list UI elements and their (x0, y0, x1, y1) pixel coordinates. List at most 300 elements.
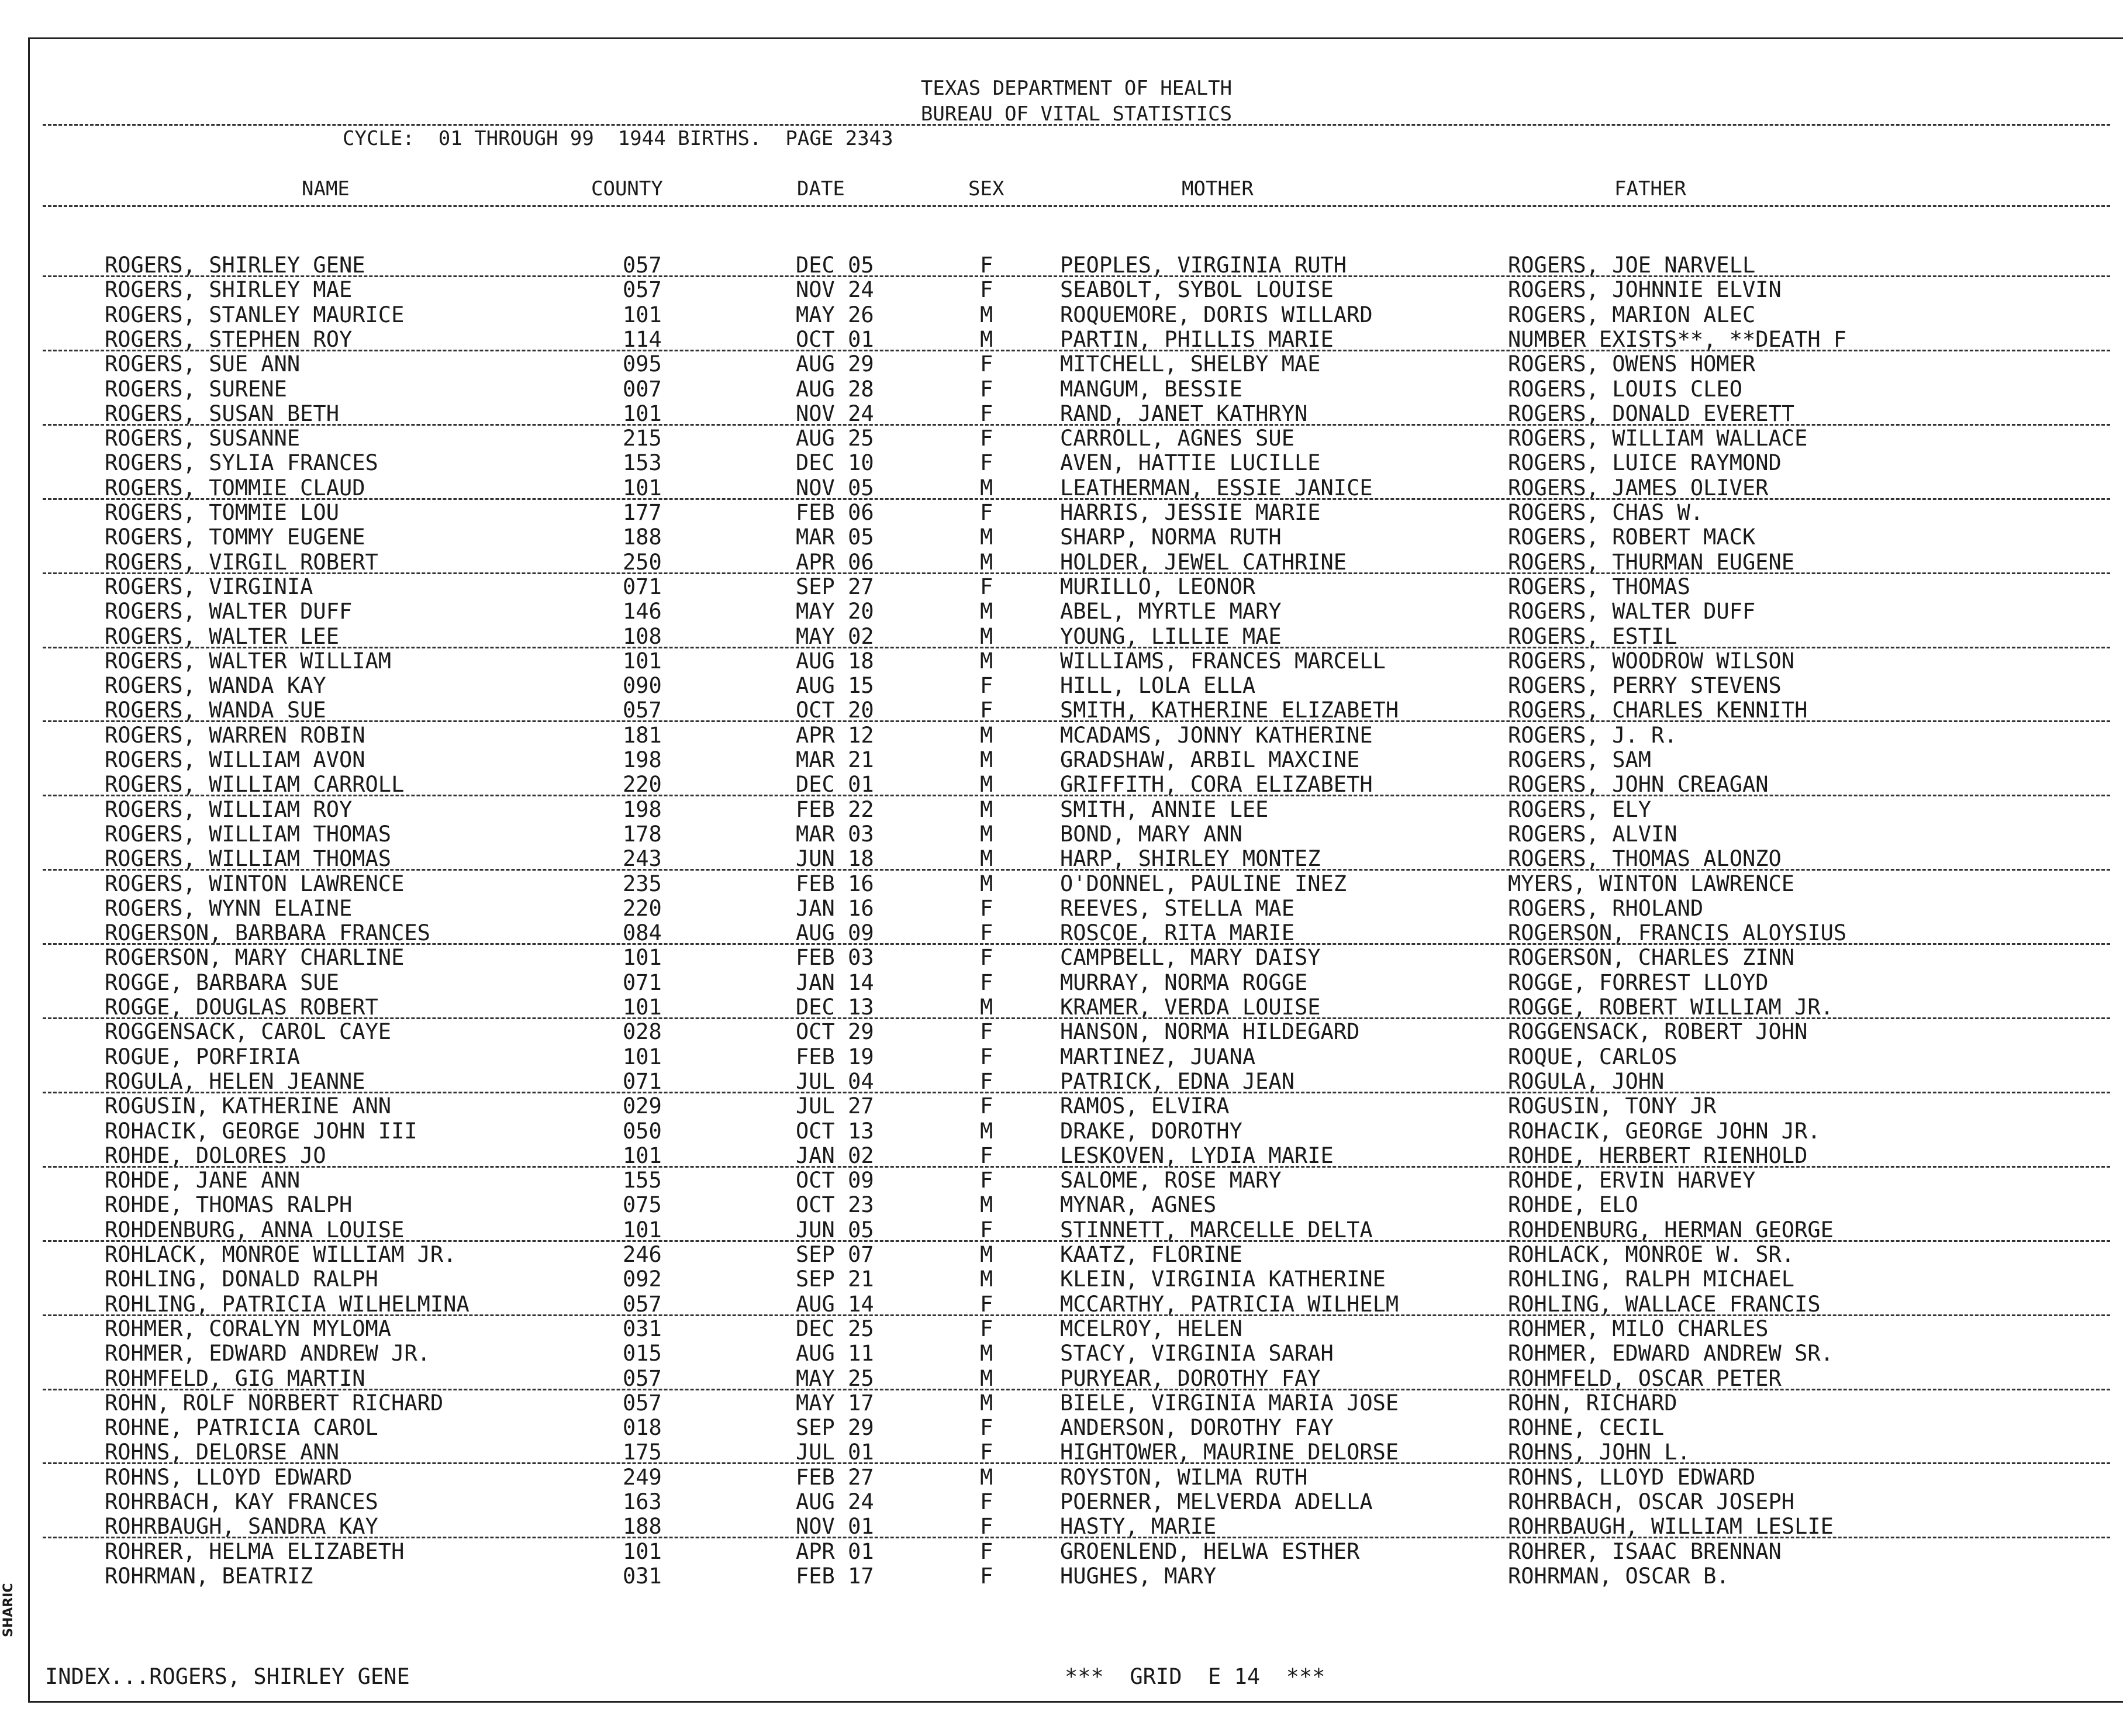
record-name: ROHRBACH, KAY FRANCES (105, 1489, 378, 1514)
record-row (30, 451, 2123, 475)
record-sex: M (980, 796, 993, 822)
record-mother: LESKOVEN, LYDIA MARIE (1060, 1143, 1334, 1168)
record-date: FEB 22 (796, 796, 874, 822)
record-county: 178 (623, 821, 662, 847)
record-date: OCT 23 (796, 1192, 874, 1218)
record-row (30, 1317, 2123, 1341)
divider (43, 720, 2110, 722)
record-row (30, 1267, 2123, 1292)
record-sex: M (980, 772, 993, 798)
divider (43, 1462, 2110, 1464)
record-father: ROHDE, ERVIN HARVEY (1508, 1168, 1756, 1193)
record-mother: PURYEAR, DOROTHY FAY (1060, 1365, 1321, 1391)
record-name: ROGERS, STANLEY MAURICE (105, 302, 405, 327)
divider (43, 124, 2110, 126)
record-mother: CARROLL, AGNES SUE (1060, 426, 1294, 451)
record-date: JUN 18 (796, 846, 874, 872)
record-row (30, 1144, 2123, 1168)
record-county: 101 (623, 1217, 662, 1243)
record-date: OCT 01 (796, 326, 874, 352)
record-father: ROGGENSACK, ROBERT JOHN (1508, 1019, 1808, 1045)
record-sex: F (980, 450, 993, 476)
record-father: ROHNS, LLOYD EDWARD (1508, 1464, 1756, 1490)
record-county: 188 (623, 524, 662, 550)
record-date: DEC 10 (796, 450, 874, 476)
record-row (30, 253, 2123, 278)
record-mother: O'DONNEL, PAULINE INEZ (1060, 871, 1347, 896)
record-row (30, 1490, 2123, 1514)
record-sex: F (980, 1217, 993, 1243)
record-sex: M (980, 1365, 993, 1391)
record-name: ROGERS, SURENE (105, 376, 287, 402)
record-father: ROGERS, CHARLES KENNITH (1508, 698, 1808, 723)
record-father: ROGERS, THURMAN EUGENE (1508, 549, 1795, 575)
record-father: ROGERS, JAMES OLIVER (1508, 475, 1769, 501)
record-sex: M (980, 549, 993, 575)
record-sex: M (980, 302, 993, 327)
record-county: 029 (623, 1093, 662, 1119)
record-father: ROGERS, LUICE RAYMOND (1508, 450, 1782, 476)
record-row (30, 896, 2123, 921)
record-father: NUMBER EXISTS**, **DEATH F (1508, 326, 1847, 352)
record-date: FEB 06 (796, 500, 874, 525)
record-county: 181 (623, 722, 662, 748)
record-row (30, 921, 2123, 945)
birth-index-page (28, 37, 2123, 1703)
record-row (30, 798, 2123, 822)
record-mother: ANDERSON, DOROTHY FAY (1060, 1415, 1334, 1441)
record-row (30, 377, 2123, 402)
record-county: 057 (623, 1390, 662, 1416)
record-name: ROGERS, SUSANNE (105, 426, 301, 451)
record-father: ROGERS, JOE NARVELL (1508, 253, 1756, 278)
side-label: SHARIC (1, 1583, 16, 1637)
record-name: ROGERSON, MARY CHARLINE (105, 945, 405, 971)
record-mother: SALOME, ROSE MARY (1060, 1168, 1282, 1193)
record-county: 246 (623, 1242, 662, 1267)
record-row (30, 1440, 2123, 1465)
record-mother: MCELROY, HELEN (1060, 1316, 1242, 1341)
record-county: 101 (623, 1143, 662, 1168)
record-row (30, 872, 2123, 896)
record-sex: F (980, 1093, 993, 1119)
record-father: ROHMER, EDWARD ANDREW SR. (1508, 1341, 1834, 1366)
cycle-line: CYCLE: 01 THROUGH 99 1944 BIRTHS. PAGE 2343 (343, 127, 893, 150)
record-father: ROGGE, FORREST LLOYD (1508, 969, 1769, 995)
record-mother: MCADAMS, JONNY KATHERINE (1060, 722, 1373, 748)
record-sex: M (980, 524, 993, 550)
record-name: ROHNS, LLOYD EDWARD (105, 1464, 353, 1490)
record-county: 175 (623, 1440, 662, 1465)
record-father: ROHNS, JOHN L. (1508, 1440, 1690, 1465)
record-row (30, 599, 2123, 624)
record-sex: F (980, 969, 993, 995)
record-father: ROGERS, JOHN CREAGAN (1508, 772, 1769, 798)
record-mother: REEVES, STELLA MAE (1060, 895, 1294, 921)
record-date: MAY 17 (796, 1390, 874, 1416)
record-date: FEB 19 (796, 1044, 874, 1069)
record-sex: F (980, 1440, 993, 1465)
record-county: 101 (623, 401, 662, 426)
record-father: ROGERS, DONALD EVERETT (1508, 401, 1795, 426)
record-mother: GROENLEND, HELWA ESTHER (1060, 1538, 1360, 1564)
record-row (30, 1416, 2123, 1440)
record-name: ROGUSIN, KATHERINE ANN (105, 1093, 392, 1119)
agency-title: TEXAS DEPARTMENT OF HEALTH (920, 77, 1233, 100)
record-father: ROGERS, WILLIAM WALLACE (1508, 426, 1808, 451)
record-sex: F (980, 376, 993, 402)
record-sex: F (980, 895, 993, 921)
record-date: APR 01 (796, 1538, 874, 1564)
record-mother: KLEIN, VIRGINIA KATHERINE (1060, 1266, 1386, 1292)
record-father: ROGERS, WALTER DUFF (1508, 599, 1756, 624)
record-father: ROHRMAN, OSCAR B. (1508, 1563, 1730, 1589)
record-mother: ROQUEMORE, DORIS WILLARD (1060, 302, 1373, 327)
record-name: ROGERS, WILLIAM CARROLL (105, 772, 405, 798)
record-row (30, 402, 2123, 426)
record-father: ROGERS, ROBERT MACK (1508, 524, 1756, 550)
record-county: 057 (623, 253, 662, 278)
record-row (30, 1341, 2123, 1366)
record-sex: M (980, 648, 993, 674)
record-date: SEP 29 (796, 1415, 874, 1441)
record-father: ROHDENBURG, HERMAN GEORGE (1508, 1217, 1834, 1243)
record-county: 031 (623, 1316, 662, 1341)
record-sex: M (980, 995, 993, 1020)
record-date: FEB 27 (796, 1464, 874, 1490)
record-row (30, 303, 2123, 327)
record-date: NOV 01 (796, 1514, 874, 1540)
record-date: OCT 09 (796, 1168, 874, 1193)
record-date: NOV 24 (796, 277, 874, 303)
col-header-mother: MOTHER (1182, 177, 1254, 201)
record-name: ROHN, ROLF NORBERT RICHARD (105, 1390, 444, 1416)
record-date: JAN 02 (796, 1143, 874, 1168)
record-name: ROGERS, STEPHEN ROY (105, 326, 353, 352)
record-mother: MCCARTHY, PATRICIA WILHELM (1060, 1291, 1399, 1317)
record-row (30, 1119, 2123, 1144)
record-date: JUL 01 (796, 1440, 874, 1465)
record-date: APR 06 (796, 549, 874, 575)
record-father: ROGERS, LOUIS CLEO (1508, 376, 1742, 402)
record-mother: SMITH, KATHERINE ELIZABETH (1060, 698, 1399, 723)
record-father: ROGULA, JOHN (1508, 1068, 1665, 1094)
record-date: JAN 16 (796, 895, 874, 921)
record-sex: F (980, 673, 993, 699)
record-name: ROGERS, WILLIAM THOMAS (105, 846, 392, 872)
record-name: ROHACIK, GEORGE JOHN III (105, 1118, 417, 1144)
record-name: ROGUE, PORFIRIA (105, 1044, 301, 1069)
record-mother: PATRICK, EDNA JEAN (1060, 1068, 1294, 1094)
record-name: ROGERS, SYLIA FRANCES (105, 450, 378, 476)
record-row (30, 1366, 2123, 1391)
record-name: ROGGE, DOUGLAS ROBERT (105, 995, 378, 1020)
record-name: ROHMER, CORALYN MYLOMA (105, 1316, 392, 1341)
record-row (30, 674, 2123, 698)
record-sex: M (980, 1341, 993, 1366)
record-date: SEP 27 (796, 574, 874, 599)
record-date: MAR 05 (796, 524, 874, 550)
record-mother: STINNETT, MARCELLE DELTA (1060, 1217, 1373, 1243)
record-county: 177 (623, 500, 662, 525)
record-date: AUG 18 (796, 648, 874, 674)
record-father: ROGERS, THOMAS (1508, 574, 1690, 599)
record-sex: F (980, 1563, 993, 1589)
record-father: ROGERS, JOHNNIE ELVIN (1508, 277, 1782, 303)
record-county: 057 (623, 1291, 662, 1317)
record-row (30, 698, 2123, 723)
record-date: DEC 05 (796, 253, 874, 278)
record-sex: M (980, 722, 993, 748)
record-row (30, 1514, 2123, 1539)
record-father: ROGERS, MARION ALEC (1508, 302, 1756, 327)
record-sex: F (980, 1415, 993, 1441)
record-name: ROGERS, TOMMIE CLAUD (105, 475, 365, 501)
record-name: ROHDE, DOLORES JO (105, 1143, 326, 1168)
record-county: 050 (623, 1118, 662, 1144)
record-county: 071 (623, 574, 662, 599)
record-sex: F (980, 253, 993, 278)
record-row (30, 550, 2123, 575)
record-name: ROGERS, VIRGINIA (105, 574, 313, 599)
record-date: SEP 07 (796, 1242, 874, 1267)
record-date: FEB 03 (796, 945, 874, 971)
record-father: ROHACIK, GEORGE JOHN JR. (1508, 1118, 1821, 1144)
record-row (30, 1465, 2123, 1490)
divider (43, 795, 2110, 796)
record-mother: ROSCOE, RITA MARIE (1060, 920, 1294, 946)
record-county: 101 (623, 995, 662, 1020)
record-mother: PARTIN, PHILLIS MARIE (1060, 326, 1334, 352)
record-row (30, 847, 2123, 871)
record-name: ROHDENBURG, ANNA LOUISE (105, 1217, 405, 1243)
record-name: ROGGENSACK, CAROL CAYE (105, 1019, 392, 1045)
record-mother: MURILLO, LEONOR (1060, 574, 1256, 599)
record-name: ROGULA, HELEN JEANNE (105, 1068, 365, 1094)
record-row (30, 426, 2123, 451)
record-county: 101 (623, 475, 662, 501)
record-date: AUG 28 (796, 376, 874, 402)
record-mother: GRIFFITH, CORA ELIZABETH (1060, 772, 1373, 798)
record-father: ROGERS, WOODROW WILSON (1508, 648, 1795, 674)
record-county: 153 (623, 450, 662, 476)
record-county: 220 (623, 895, 662, 921)
record-row (30, 1045, 2123, 1069)
record-county: 075 (623, 1192, 662, 1218)
record-sex: M (980, 871, 993, 896)
record-name: ROGERS, WALTER WILLIAM (105, 648, 392, 674)
record-name: ROGERS, WYNN ELAINE (105, 895, 353, 921)
record-father: ROGERS, ELY (1508, 796, 1652, 822)
record-name: ROHMFELD, GIG MARTIN (105, 1365, 365, 1391)
record-mother: RAMOS, ELVIRA (1060, 1093, 1230, 1119)
record-sex: F (980, 920, 993, 946)
divider (43, 205, 2110, 207)
record-date: DEC 25 (796, 1316, 874, 1341)
record-county: 114 (623, 326, 662, 352)
record-mother: STACY, VIRGINIA SARAH (1060, 1341, 1334, 1366)
record-date: JUN 05 (796, 1217, 874, 1243)
record-mother: KAATZ, FLORINE (1060, 1242, 1242, 1267)
record-mother: WILLIAMS, FRANCES MARCELL (1060, 648, 1386, 674)
record-name: ROHRBAUGH, SANDRA KAY (105, 1514, 378, 1540)
record-father: ROGERS, OWENS HOMER (1508, 351, 1756, 377)
record-name: ROHMER, EDWARD ANDREW JR. (105, 1341, 430, 1366)
record-name: ROGERS, WILLIAM AVON (105, 747, 365, 772)
index-footer: INDEX...ROGERS, SHIRLEY GENE (45, 1664, 410, 1689)
record-county: 101 (623, 648, 662, 674)
record-father: ROHDE, HERBERT RIENHOLD (1508, 1143, 1808, 1168)
record-county: 249 (623, 1464, 662, 1490)
record-father: ROGERS, J. R. (1508, 722, 1677, 748)
record-sex: F (980, 1489, 993, 1514)
record-father: ROHMFELD, OSCAR PETER (1508, 1365, 1782, 1391)
record-father: ROHLACK, MONROE W. SR. (1508, 1242, 1795, 1267)
record-date: JUL 04 (796, 1068, 874, 1094)
record-row (30, 723, 2123, 748)
record-county: 101 (623, 945, 662, 971)
record-father: ROGERS, SAM (1508, 747, 1652, 772)
record-sex: M (980, 846, 993, 872)
record-row (30, 1292, 2123, 1317)
record-date: OCT 20 (796, 698, 874, 723)
record-name: ROHRMAN, BEATRIZ (105, 1563, 313, 1589)
record-date: MAR 03 (796, 821, 874, 847)
record-date: OCT 29 (796, 1019, 874, 1045)
record-mother: SEABOLT, SYBOL LOUISE (1060, 277, 1334, 303)
record-date: SEP 21 (796, 1266, 874, 1292)
record-county: 101 (623, 1044, 662, 1069)
record-row (30, 1020, 2123, 1044)
record-date: AUG 24 (796, 1489, 874, 1514)
record-row (30, 995, 2123, 1020)
record-row (30, 1564, 2123, 1589)
record-county: 057 (623, 1365, 662, 1391)
record-father: MYERS, WINTON LAWRENCE (1508, 871, 1795, 896)
record-sex: M (980, 475, 993, 501)
record-row (30, 1391, 2123, 1416)
record-mother: MURRAY, NORMA ROGGE (1060, 969, 1308, 995)
record-date: MAY 26 (796, 302, 874, 327)
record-name: ROGERS, WALTER DUFF (105, 599, 353, 624)
record-mother: MYNAR, AGNES (1060, 1192, 1217, 1218)
record-father: ROQUE, CARLOS (1508, 1044, 1677, 1069)
record-date: JUL 27 (796, 1093, 874, 1119)
record-county: 101 (623, 1538, 662, 1564)
record-father: ROGGE, ROBERT WILLIAM JR. (1508, 995, 1834, 1020)
record-date: MAY 02 (796, 623, 874, 649)
record-mother: RAND, JANET KATHRYN (1060, 401, 1308, 426)
record-name: ROGERS, WARREN ROBIN (105, 722, 365, 748)
record-date: MAR 21 (796, 747, 874, 772)
record-row (30, 971, 2123, 995)
record-father: ROGERS, PERRY STEVENS (1508, 673, 1782, 699)
record-name: ROGERS, WINTON LAWRENCE (105, 871, 405, 896)
record-father: ROHLING, WALLACE FRANCIS (1508, 1291, 1821, 1317)
record-date: FEB 16 (796, 871, 874, 896)
record-date: APR 12 (796, 722, 874, 748)
record-county: 243 (623, 846, 662, 872)
record-name: ROGERS, SHIRLEY GENE (105, 253, 365, 278)
record-father: ROGERSON, CHARLES ZINN (1508, 945, 1795, 971)
record-row (30, 525, 2123, 550)
record-county: 090 (623, 673, 662, 699)
record-father: ROGERS, ALVIN (1508, 821, 1677, 847)
record-father: ROGUSIN, TONY JR (1508, 1093, 1717, 1119)
record-county: 057 (623, 698, 662, 723)
record-name: ROGERS, WANDA KAY (105, 673, 326, 699)
grid-footer: *** GRID E 14 *** (1065, 1664, 1325, 1689)
record-mother: CAMPBELL, MARY DAISY (1060, 945, 1321, 971)
col-header-father: FATHER (1614, 177, 1686, 201)
record-county: 198 (623, 747, 662, 772)
record-sex: M (980, 623, 993, 649)
record-mother: HARRIS, JESSIE MARIE (1060, 500, 1321, 525)
record-sex: F (980, 1068, 993, 1094)
record-sex: F (980, 1514, 993, 1540)
col-header-sex: SEX (968, 177, 1004, 201)
record-father: ROGERS, CHAS W. (1508, 500, 1704, 525)
record-row (30, 748, 2123, 772)
record-date: AUG 14 (796, 1291, 874, 1317)
record-row (30, 822, 2123, 847)
record-name: ROGERS, TOMMIE LOU (105, 500, 339, 525)
record-sex: F (980, 1538, 993, 1564)
record-sex: M (980, 1464, 993, 1490)
record-county: 220 (623, 772, 662, 798)
record-father: ROHRBACH, OSCAR JOSEPH (1508, 1489, 1795, 1514)
col-header-county: COUNTY (591, 177, 663, 201)
record-sex: F (980, 945, 993, 971)
record-mother: KRAMER, VERDA LOUISE (1060, 995, 1321, 1020)
col-header-date: DATE (797, 177, 845, 201)
record-county: 092 (623, 1266, 662, 1292)
record-county: 084 (623, 920, 662, 946)
record-sex: M (980, 821, 993, 847)
record-sex: M (980, 326, 993, 352)
bureau-title: BUREAU OF VITAL STATISTICS (920, 102, 1233, 126)
record-row (30, 1094, 2123, 1119)
record-date: JAN 14 (796, 969, 874, 995)
record-county: 198 (623, 796, 662, 822)
record-date: AUG 15 (796, 673, 874, 699)
record-mother: BIELE, VIRGINIA MARIA JOSE (1060, 1390, 1399, 1416)
record-mother: HARP, SHIRLEY MONTEZ (1060, 846, 1321, 872)
record-row (30, 1243, 2123, 1267)
record-mother: GRADSHAW, ARBIL MAXCINE (1060, 747, 1360, 772)
record-sex: F (980, 1044, 993, 1069)
record-row (30, 352, 2123, 377)
record-mother: SHARP, NORMA RUTH (1060, 524, 1282, 550)
record-county: 071 (623, 969, 662, 995)
record-county: 057 (623, 277, 662, 303)
record-sex: F (980, 1291, 993, 1317)
record-father: ROGERS, ESTIL (1508, 623, 1677, 649)
record-row (30, 476, 2123, 501)
record-mother: AVEN, HATTIE LUCILLE (1060, 450, 1321, 476)
record-sex: F (980, 500, 993, 525)
record-father: ROHDE, ELO (1508, 1192, 1638, 1218)
record-name: ROGERS, SUSAN BETH (105, 401, 339, 426)
divider (43, 1537, 2110, 1538)
record-name: ROHDE, THOMAS RALPH (105, 1192, 353, 1218)
record-date: DEC 13 (796, 995, 874, 1020)
record-mother: HOLDER, JEWEL CATHRINE (1060, 549, 1347, 575)
record-name: ROGERS, VIRGIL ROBERT (105, 549, 378, 575)
record-county: 250 (623, 549, 662, 575)
record-row (30, 1168, 2123, 1193)
record-name: ROGERS, SUE ANN (105, 351, 301, 377)
